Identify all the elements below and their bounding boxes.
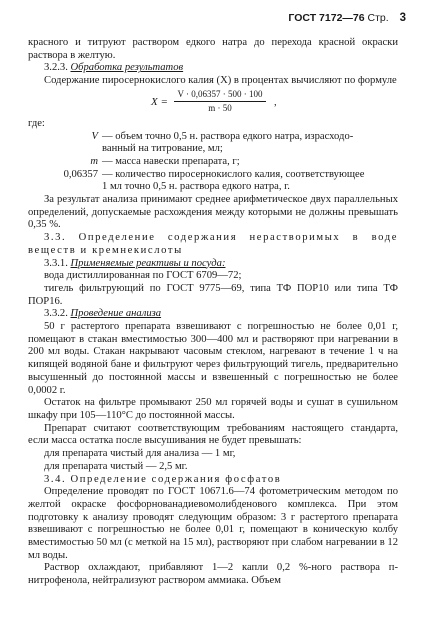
paragraph: За результат анализа принимают среднее арифметическое двух параллельных определений, допускаемые расхождения между которыми не должны превышать 0,35 %. [28,194,398,231]
definition-text: — количество пиросернокислого калия, соответствующее [102,168,365,180]
section-3-3-1-heading [28,258,398,271]
formula-fraction [174,89,266,114]
paragraph: Препарат считают соответствующим требованиям настоящего стандарта, если масса остатка после высушивания не будет превышать: [28,422,398,447]
paragraph: Содержание пиросернокислого калия (X) в процентах вычисляют по формуле [44,75,397,87]
formula-lhs: X = [151,95,168,108]
page-number: 3 [399,12,406,24]
page-header [288,12,406,25]
formula-numerator: V · 0,06357 · 500 · 100 [174,89,266,102]
definition-item [28,156,398,169]
formula-denominator: m · 50 [208,102,232,113]
paragraph: красного и титруют раствором едкого натра до перехода красной окраски раствора в желтую. [28,37,398,61]
definition-continuation: 1 мл точно 0,5 н. раствора едкого натра, г. [102,181,290,193]
section-3-3-heading: 3.3. Определение содержания нерастворимых в воде веществ и кремнекислоты [28,232,398,256]
section-number: 3.3.2. [44,308,68,320]
paragraph: Остаток на фильтре промывают 250 мл горячей воды и сушат в сушильном шкафу при 105—110°С до постоянной массы. [28,397,398,421]
definition-symbol: 0,06357 [63,168,98,180]
paragraph: Раствор охлаждают, прибавляют 1—2 капли 0,2 %-ного раствора п-нитрофенола, нейтрализуют раствором аммиака. Объем [28,562,398,587]
definition-item [28,131,398,144]
where-label: где: [28,117,45,129]
section-3-3-2-heading [28,308,398,321]
section-title: Обработка результатов [70,62,184,74]
section-title: Проведение анализа [70,308,162,320]
paragraph: 50 г растертого препарата взвешивают с погрешностью не более 0,01 г, помещают в стакан вместимостью 300—400 мл и растворяют при нагревании в 200 мл воды. Стакан накрывают часовым стеклом, нагревают в течение 1 ч на кипящей водяной бане и фильтруют через фильтрующий тигель, предварительно высушенный до постоянной массы и взвешенный с погрешностью не более 0,0002 г. [28,321,398,396]
definition-symbol: m [90,155,98,167]
definition-text: — масса навески препарата, г; [102,155,240,167]
section-3-4-heading: 3.4. Определение содержания фосфатов [44,473,282,485]
section-number: 3.3.1. [44,257,68,269]
list-item: для препарата чистый для анализа — 1 мг, [44,448,236,460]
definition-text: — объем точно 0,5 н. раствора едкого натра, израсходо- [102,130,354,142]
document-body [28,37,398,588]
definition-list [28,131,398,195]
list-item: вода дистиллированная по ГОСТ 6709—72; [44,270,242,282]
definition-continuation: ванный на титрование, мл; [102,143,223,155]
list-item: для препарата чистый — 2,5 мг. [44,460,188,472]
section-number: 3.2.3. [44,62,68,74]
paragraph: Определение проводят по ГОСТ 10671.6—74 фотометрическим методом по желтой окраске фосфорнованадиевомолибденового комплекса. При этом подготовку к анализу проводят следующим образом: 3 г растертого препарата взвешивают с погрешностью не более 0,01 г, помещают в коническую колбу вместимостью 50 мл (с меткой на 15 мл), растворяют при слабом нагревании в 12 мл воды. [28,486,398,561]
definition-item [28,169,398,182]
standard-code: ГОСТ 7172—76 [288,12,365,24]
page-label: Стр. [367,12,389,24]
formula-comma: , [274,96,277,108]
formula [28,89,398,117]
list-item: тигель фильтрующий по ГОСТ 9775—69, типа ТФ ПОР10 или типа ТФ ПОР16. [28,282,398,307]
definition-symbol: V [91,130,98,142]
section-title: Применяемые реактивы и посуда: [70,257,226,269]
section-3-2-3-heading [28,62,398,75]
